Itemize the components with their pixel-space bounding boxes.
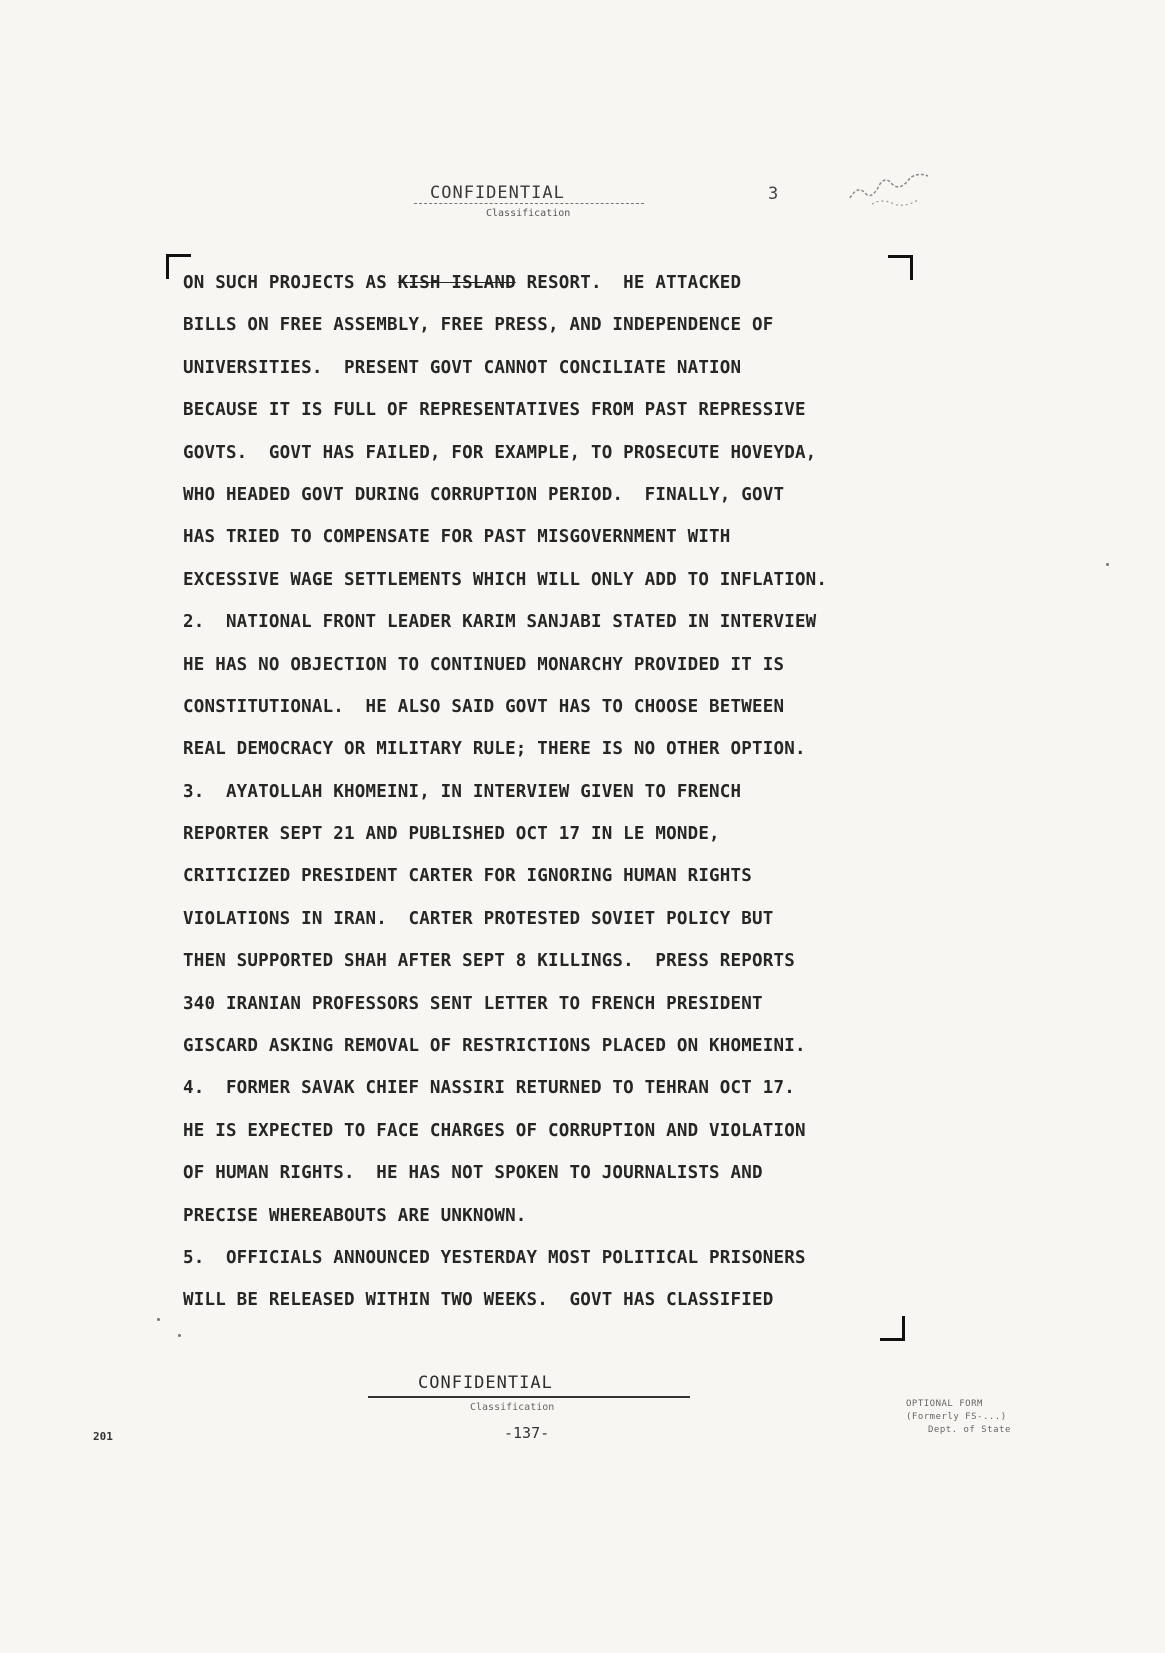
header-page-marker: 3 <box>768 184 779 204</box>
optional-form-stamp <box>906 1398 1011 1437</box>
body-line: VIOLATIONS IN IRAN. CARTER PROTESTED SOVIET POLICY BUT <box>183 908 774 929</box>
paragraph-3-line: 3. AYATOLLAH KHOMEINI, IN INTERVIEW GIVEN TO FRENCH <box>183 781 742 802</box>
body-line: WHO HEADED GOVT DURING CORRUPTION PERIOD. FINALLY, GOVT <box>183 484 785 505</box>
struck-text: KISH ISLAND <box>397 273 516 293</box>
body-line: EXCESSIVE WAGE SETTLEMENTS WHICH WILL ONLY ADD TO INFLATION. <box>183 569 828 590</box>
body-line: HAS TRIED TO COMPENSATE FOR PAST MISGOVERNMENT WITH <box>183 527 731 548</box>
stamp-line: OPTIONAL FORM <box>906 1399 983 1409</box>
footer-classification: CONFIDENTIAL <box>418 1373 553 1393</box>
footer-classification-label: Classification <box>470 1402 555 1413</box>
body-line: THEN SUPPORTED SHAH AFTER SEPT 8 KILLINGS. PRESS REPORTS <box>183 951 795 972</box>
scan-speck <box>178 1334 181 1337</box>
body-line: BECAUSE IT IS FULL OF REPRESENTATIVES FROM PAST REPRESSIVE <box>183 400 806 421</box>
stamp-line: Dept. of State <box>928 1425 1011 1435</box>
body-line: GOVTS. GOVT HAS FAILED, FOR EXAMPLE, TO PROSECUTE HOVEYDA, <box>183 442 817 463</box>
body-line: HE IS EXPECTED TO FACE CHARGES OF CORRUPTION AND VIOLATION <box>183 1120 806 1141</box>
body-line: OF HUMAN RIGHTS. HE HAS NOT SPOKEN TO JOURNALISTS AND <box>183 1163 763 1184</box>
body-line: 340 IRANIAN PROFESSORS SENT LETTER TO FRENCH PRESIDENT <box>183 993 763 1014</box>
handwritten-annotation <box>842 170 952 210</box>
body-line-text: RESORT. HE ATTACKED <box>515 273 742 293</box>
body-line-text: ON SUCH PROJECTS AS <box>183 273 398 293</box>
scan-speck <box>157 1318 160 1321</box>
body-line <box>183 262 973 304</box>
page-number: -137- <box>504 1424 550 1442</box>
body-line: WILL BE RELEASED WITHIN TWO WEEKS. GOVT HAS CLASSIFIED <box>183 1290 774 1311</box>
body-line: CONSTITUTIONAL. HE ALSO SAID GOVT HAS TO CHOOSE BETWEEN <box>183 696 785 717</box>
body-line: BILLS ON FREE ASSEMBLY, FREE PRESS, AND INDEPENDENCE OF <box>183 315 774 336</box>
body-line: GISCARD ASKING REMOVAL OF RESTRICTIONS PLACED ON KHOMEINI. <box>183 1036 806 1057</box>
header-classification-label: Classification <box>486 208 571 219</box>
telegram-body <box>183 262 973 1322</box>
body-line: REPORTER SEPT 21 AND PUBLISHED OCT 17 IN LE MONDE, <box>183 824 720 845</box>
paragraph-4-line: 4. FORMER SAVAK CHIEF NASSIRI RETURNED TO TEHRAN OCT 17. <box>183 1078 795 1099</box>
stamp-line: (Formerly FS-...) <box>906 1412 1007 1422</box>
footer-classification-rule <box>368 1396 690 1398</box>
form-code: 201 <box>93 1430 113 1443</box>
body-line: HE HAS NO OBJECTION TO CONTINUED MONARCHY PROVIDED IT IS <box>183 654 785 675</box>
body-line: CRITICIZED PRESIDENT CARTER FOR IGNORING HUMAN RIGHTS <box>183 866 753 887</box>
paragraph-2-line: 2. NATIONAL FRONT LEADER KARIM SANJABI STATED IN INTERVIEW <box>183 612 817 633</box>
body-line: REAL DEMOCRACY OR MILITARY RULE; THERE IS NO OTHER OPTION. <box>183 739 806 760</box>
scan-speck <box>1106 563 1109 566</box>
body-line: PRECISE WHEREABOUTS ARE UNKNOWN. <box>183 1205 527 1226</box>
header-classification-rule <box>414 203 644 205</box>
paragraph-5-line: 5. OFFICIALS ANNOUNCED YESTERDAY MOST POLITICAL PRISONERS <box>183 1247 806 1268</box>
header-classification: CONFIDENTIAL <box>430 183 565 203</box>
body-line: UNIVERSITIES. PRESENT GOVT CANNOT CONCILIATE NATION <box>183 357 742 378</box>
